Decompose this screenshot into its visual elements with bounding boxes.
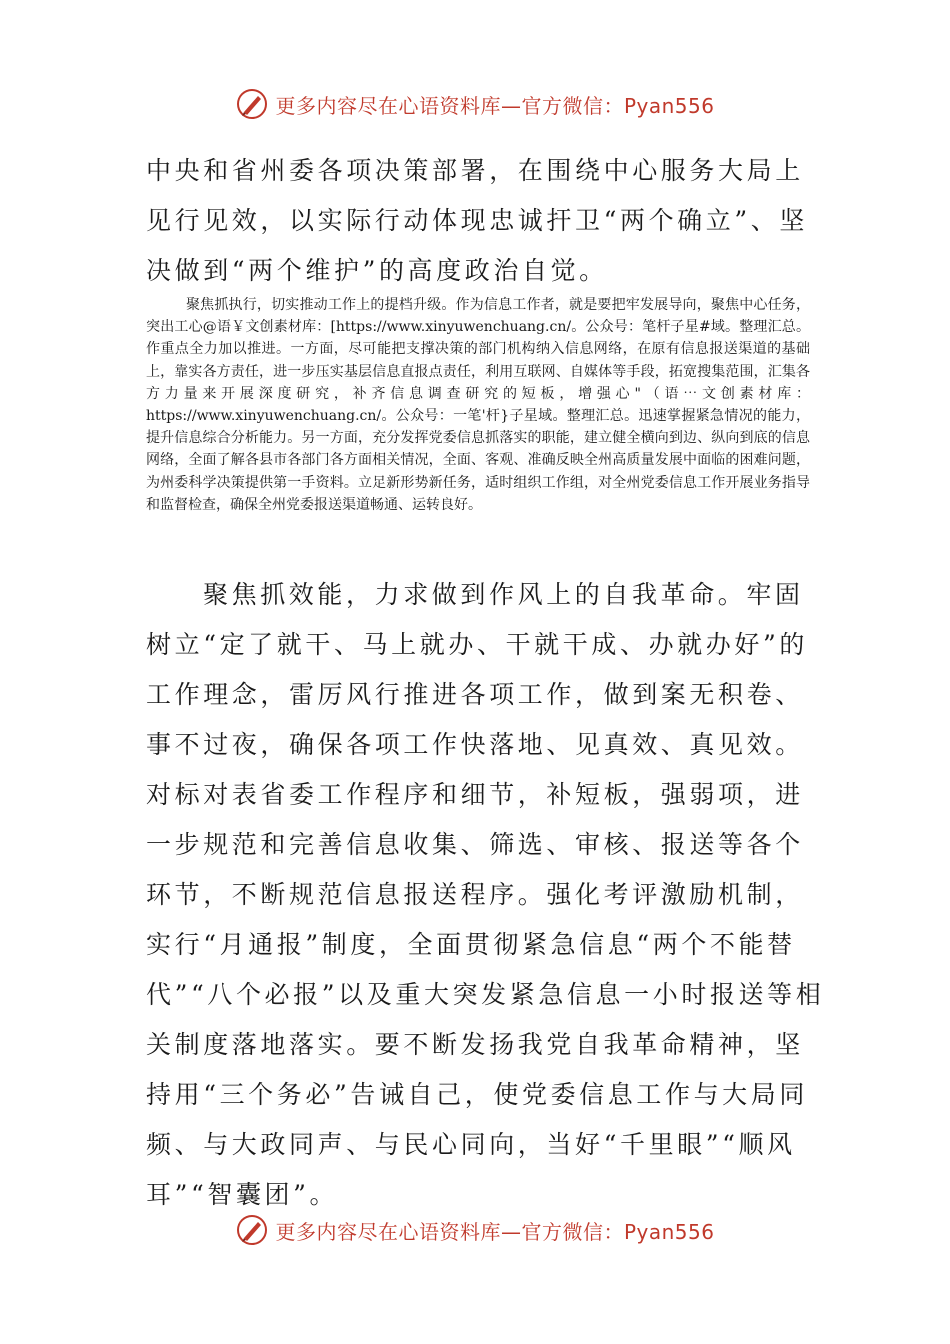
pen-seal-icon xyxy=(235,87,269,121)
header-watermark-banner xyxy=(0,84,950,124)
footer-watermark-banner xyxy=(0,1210,950,1250)
paragraph-2: 聚焦抓执行，切实推动工作上的提档升级。作为信息工作者，就是要把牢发展导向，聚焦中心任务，突出工心@语￥文创素材库：[https://www.xinyuwenchuang.cn/。公众号：笔杆子星#域。整理汇总。作重点全力加以推进。一方面，尽可能把支撑决策的部门机构纳入信息网络，在原有信息报送渠道的基础上，靠实各方责任，进一步压实基层信息直报点责任，利用互联网、自媒体等手段，拓宽搜集范围，汇集各方力量来开展深度研究，补齐信息调查研究的短板，增强心"（语⋯文创素材库：https://www.xinyuwenchuang.cn/。公众号：一笔'杆}子星域。整理汇总。迅速掌握紧急情况的能力，提升信息综合分析能力。另一方面，充分发挥党委信息抓落实的职能，建立健全横向到边、纵向到底的信息网络，全面了解各县市各部门各方面相关情况，全面、客观、准确反映全州高质量发展中面临的困难问题，为州委科学决策提供第一手资料。立足新形势新任务，适时组织工作组，对全州党委信息工作开展业务指导和监督检查，确保全州党委报送渠道畅通、运转良好。 xyxy=(146,297,810,513)
paragraph-3: 聚焦抓效能，力求做到作风上的自我革命。牢固树立“定了就干、马上就办、干就干成、办就办好”的工作理念，雷厉风行推进各项工作，做到案无积卷、事不过夜，确保各项工作快落地、见真效、真见效。对标对表省委工作程序和细节，补短板，强弱项，进一步规范和完善信息收集、筛选、审核、报送等各个环节，不断规范信息报送程序。强化考评激励机制，实行“月通报”制度，全面贯彻紧急信息“两个不能替代”“八个必报”以及重大突发紧急信息一小时报送等相关制度落地落实。要不断发扬我党自我革命精神，坚持用“三个务必”告诫自己，使党委信息工作与大局同频、与大政同声、与民心同向，当好“千里眼”“顺风耳”“智囊团”。 xyxy=(146,580,825,1209)
pen-seal-icon xyxy=(235,1213,269,1247)
footer-watermark-text: 更多内容尽在心语资料库—官方微信：Pyan556 xyxy=(275,1219,715,1244)
paragraph-1: 中央和省州委各项决策部署，在围绕中心服务大局上见行见效，以实际行动体现忠诚扞卫“两个确立”、坚决做到“两个维护”的高度政治自觉。 xyxy=(146,156,808,285)
header-watermark-text: 更多内容尽在心语资料库—官方微信：Pyan556 xyxy=(275,93,715,118)
